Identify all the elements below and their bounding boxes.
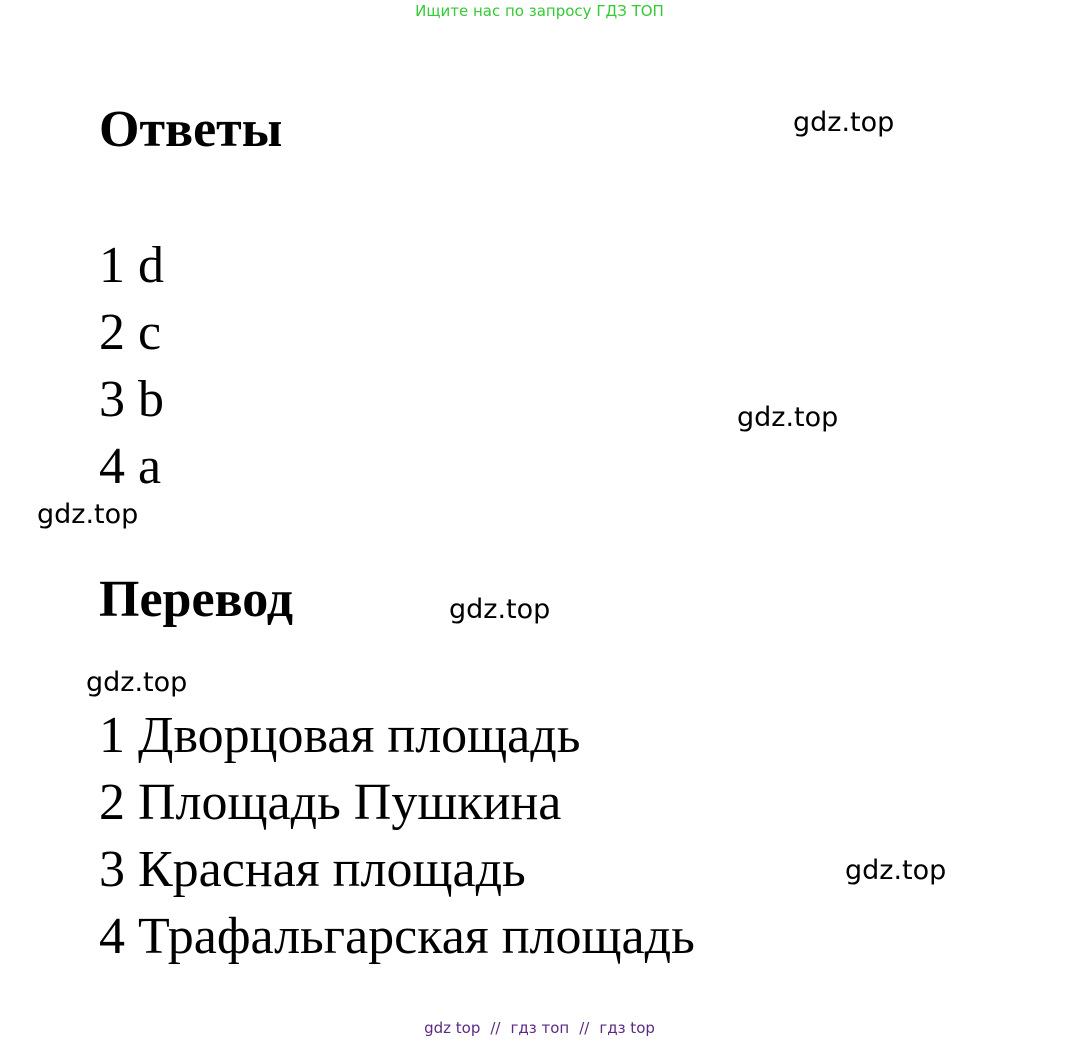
answer-item: 3 b: [99, 371, 164, 428]
answer-item: 1 d: [99, 237, 164, 294]
watermark: gdz.top: [793, 107, 895, 138]
translation-item: 4 Трафальгарская площадь: [99, 908, 695, 965]
translation-heading: Перевод: [99, 571, 294, 628]
answers-heading: Ответы: [99, 101, 283, 158]
watermark: gdz.top: [37, 499, 139, 530]
answer-item: 4 a: [99, 438, 162, 495]
footer-link[interactable]: гдз топ: [510, 1019, 570, 1037]
translation-item: 3 Красная площадь: [99, 841, 526, 898]
search-banner: Ищите нас по запросу ГДЗ ТОП: [415, 2, 664, 20]
translation-item: 1 Дворцовая площадь: [99, 707, 581, 764]
footer-separator: //: [579, 1019, 590, 1037]
answer-item: 2 c: [99, 304, 162, 361]
footer-links: [0, 1018, 1079, 1038]
watermark: gdz.top: [845, 855, 947, 886]
footer-link[interactable]: gdz top: [424, 1019, 481, 1037]
watermark: gdz.top: [449, 594, 551, 625]
watermark: gdz.top: [737, 402, 839, 433]
footer-separator: //: [490, 1019, 501, 1037]
translation-item: 2 Площадь Пушкина: [99, 774, 562, 831]
watermark: gdz.top: [86, 667, 188, 698]
footer-link[interactable]: гдз top: [599, 1019, 655, 1037]
